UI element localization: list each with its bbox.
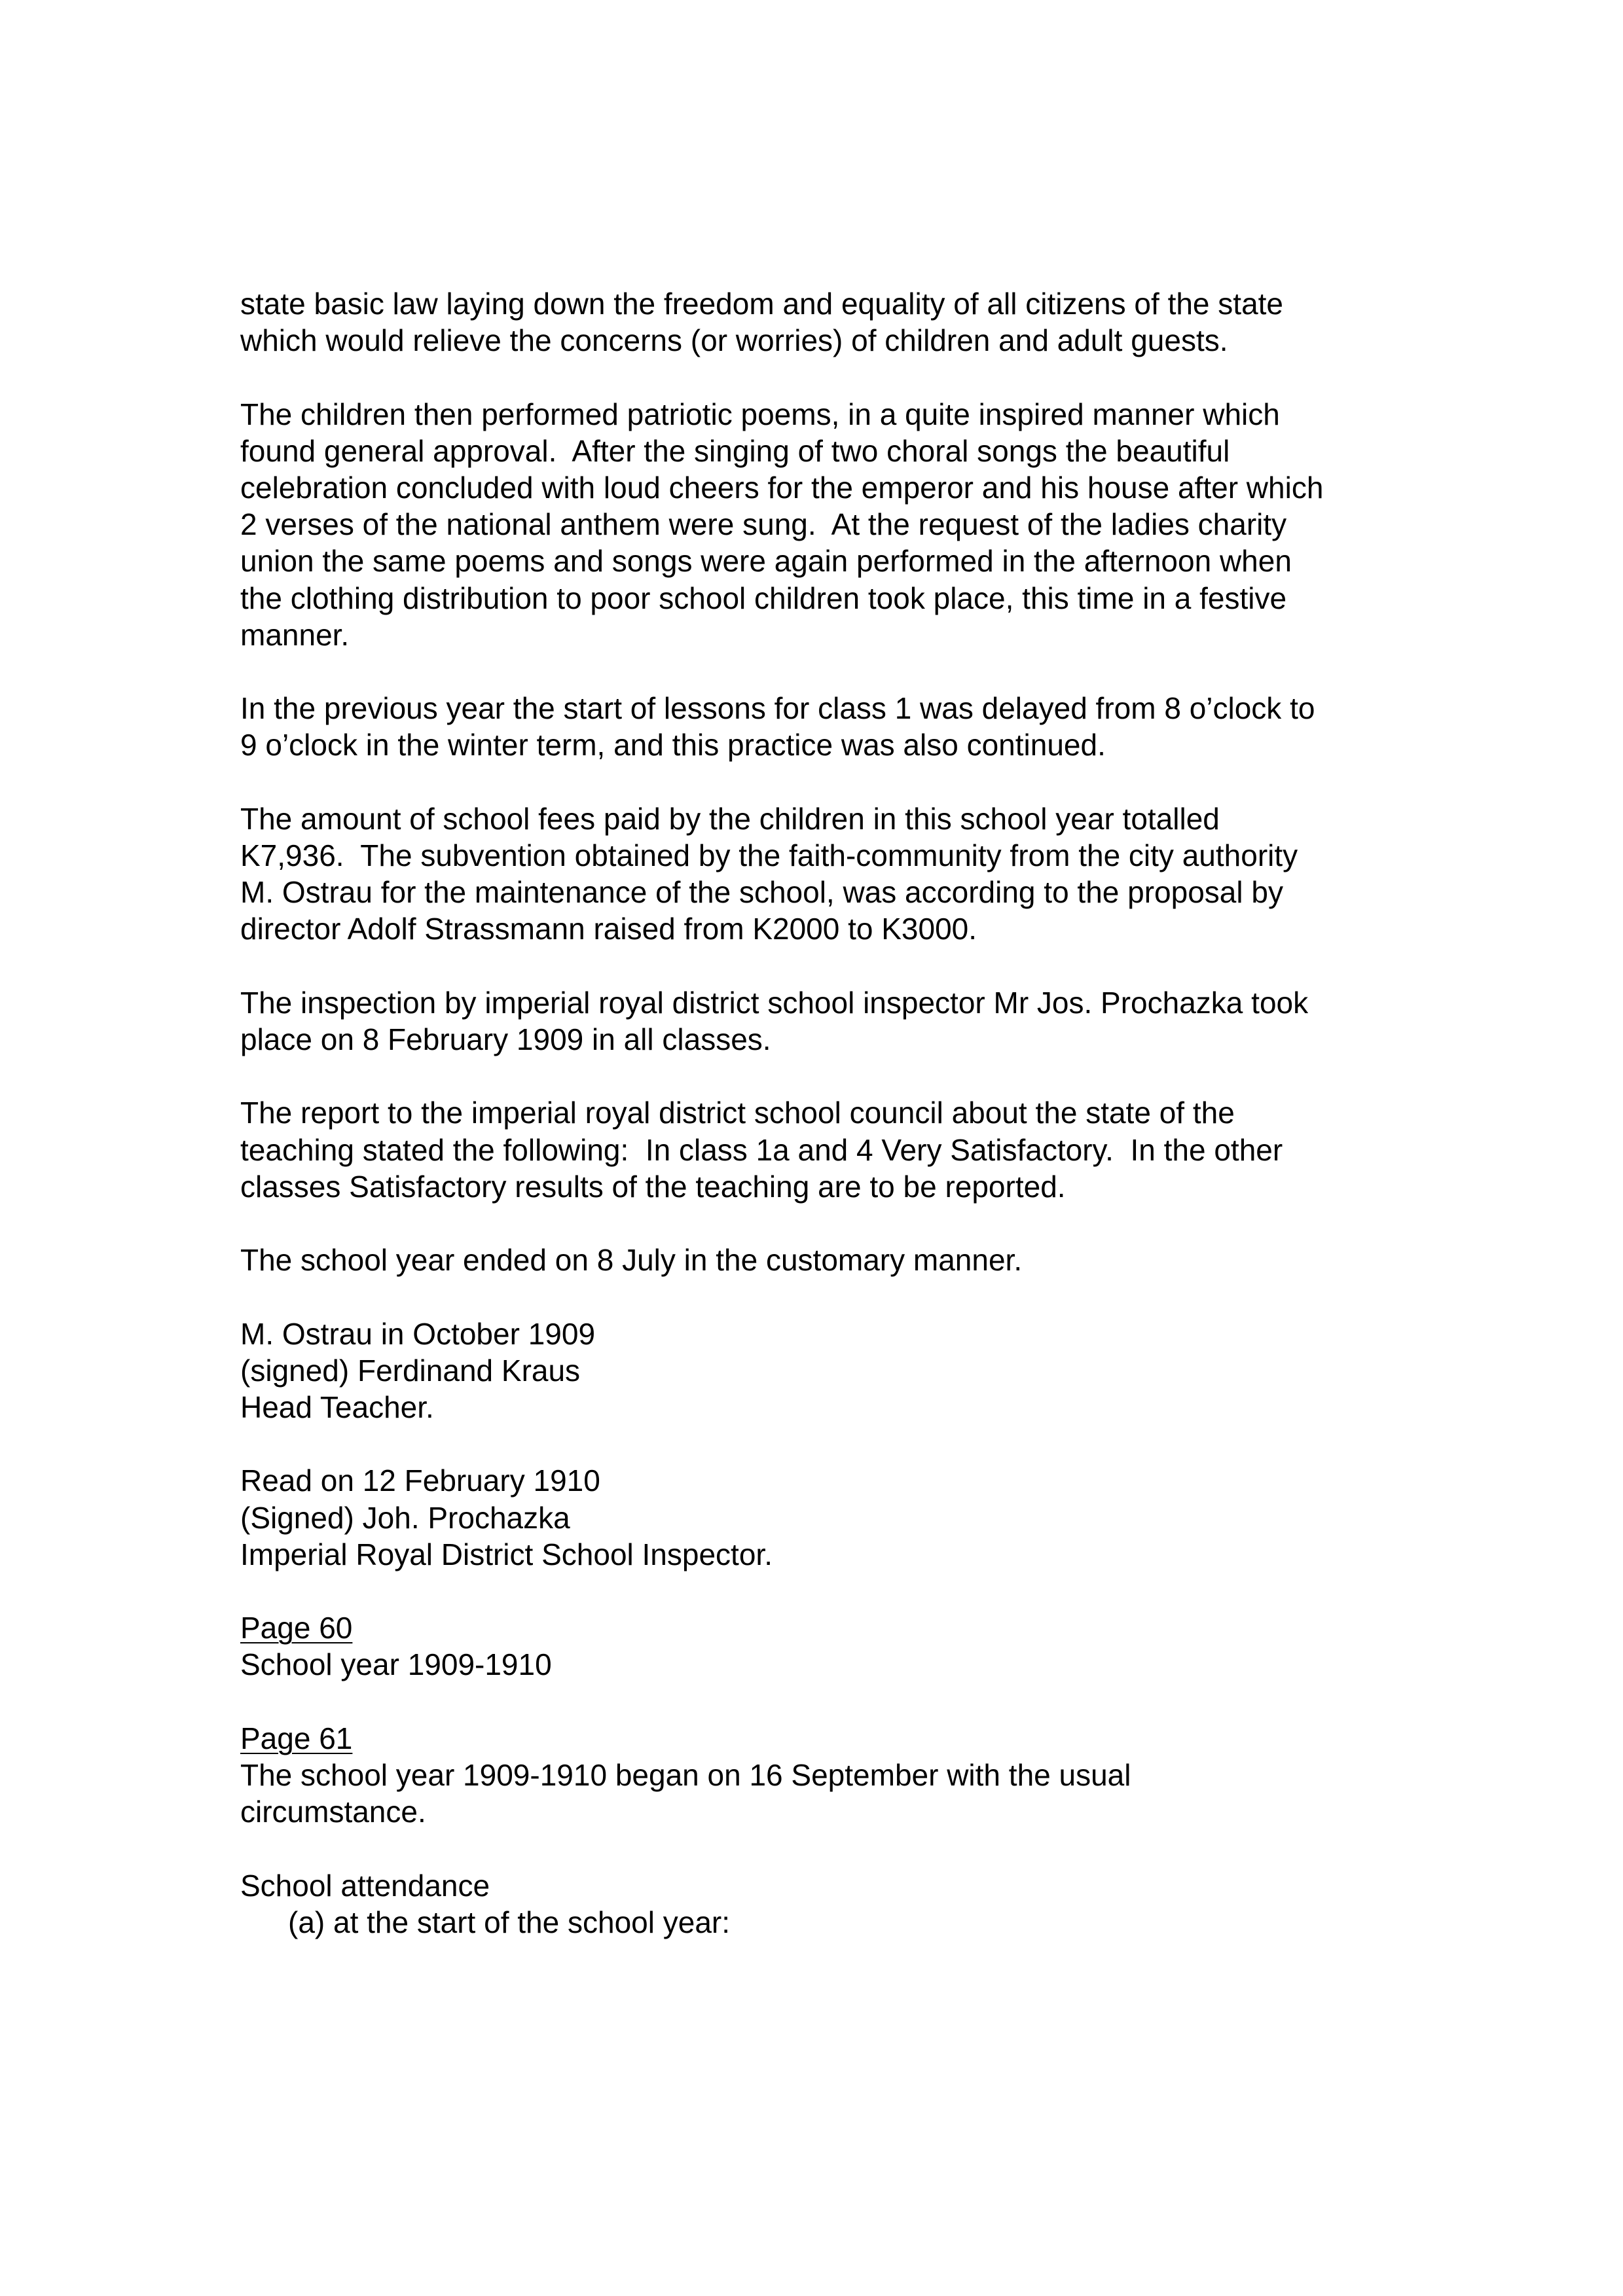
text-line: (Signed) Joh. Prochazka [240, 1500, 570, 1535]
text-line: The school year ended on 8 July in the customary manner. [240, 1243, 1023, 1278]
text-line: manner. [240, 617, 350, 652]
list-item: (a) at the start of the school year: [288, 1905, 730, 1939]
paragraph-school-fees [240, 800, 1412, 948]
text-line: School attendance [240, 1868, 490, 1903]
paragraph-patriotic-poems [240, 396, 1412, 653]
text-line: found general approval. After the singing of two choral songs the beautiful [240, 433, 1230, 468]
paragraph-lesson-start [240, 690, 1412, 763]
text-line: The children then performed patriotic poems, in a quite inspired manner which [240, 397, 1280, 431]
text-line: circumstance. [240, 1795, 426, 1829]
section-page-60 [240, 1609, 1412, 1683]
text-line: the clothing distribution to poor school children took place, this time in a festive [240, 581, 1287, 615]
text-line: celebration concluded with loud cheers for the emperor and his house after which [240, 471, 1324, 505]
text-line: place on 8 February 1909 in all classes. [240, 1022, 771, 1056]
text-line: The report to the imperial royal district school council about the state of the [240, 1096, 1235, 1130]
text-line: Read on 12 February 1910 [240, 1463, 600, 1498]
text-line: 9 o’clock in the winter term, and this practice was also continued. [240, 728, 1106, 762]
text-line: director Adolf Strassmann raised from K2000 to K3000. [240, 912, 977, 946]
text-line: state basic law laying down the freedom and equality of all citizens of the state [240, 287, 1284, 321]
text-line: School year 1909-1910 [240, 1647, 552, 1682]
text-line: The school year 1909-1910 began on 16 September with the usual [240, 1757, 1131, 1792]
text-line: M. Ostrau for the maintenance of the school, was according to the proposal by [240, 875, 1283, 910]
signature-block-inspector [240, 1462, 1412, 1573]
text-line: The amount of school fees paid by the children in this school year totalled [240, 801, 1220, 836]
paragraph-report [240, 1094, 1412, 1205]
text-line: classes Satisfactory results of the teaching are to be reported. [240, 1169, 1066, 1204]
section-school-attendance [240, 1867, 1412, 1941]
text-line: (signed) Ferdinand Kraus [240, 1353, 581, 1388]
text-line: The inspection by imperial royal district school inspector Mr Jos. Prochazka took [240, 985, 1309, 1020]
text-line: union the same poems and songs were again performed in the afternoon when [240, 544, 1292, 579]
text-line: M. Ostrau in October 1909 [240, 1316, 596, 1351]
signature-block-head-teacher [240, 1316, 1412, 1426]
section-page-61 [240, 1720, 1412, 1831]
text-line: In the previous year the start of lessons for class 1 was delayed from 8 o’clock to [240, 691, 1315, 726]
page-heading: Page 61 [240, 1721, 353, 1755]
page-heading: Page 60 [240, 1611, 353, 1645]
text-line: teaching stated the following: In class 1a and 4 Very Satisfactory. In the other [240, 1132, 1283, 1167]
paragraph-year-end [240, 1242, 1412, 1278]
document-page [240, 285, 1412, 1941]
paragraph-inspection [240, 984, 1412, 1058]
paragraph-basic-law [240, 285, 1412, 359]
text-line: Imperial Royal District School Inspector. [240, 1537, 773, 1571]
text-line: Head Teacher. [240, 1390, 434, 1424]
text-line: 2 verses of the national anthem were sung. At the request of the ladies charity [240, 507, 1287, 542]
text-line: which would relieve the concerns (or worries) of children and adult guests. [240, 323, 1228, 358]
text-line: K7,936. The subvention obtained by the faith-community from the city authority [240, 838, 1298, 872]
